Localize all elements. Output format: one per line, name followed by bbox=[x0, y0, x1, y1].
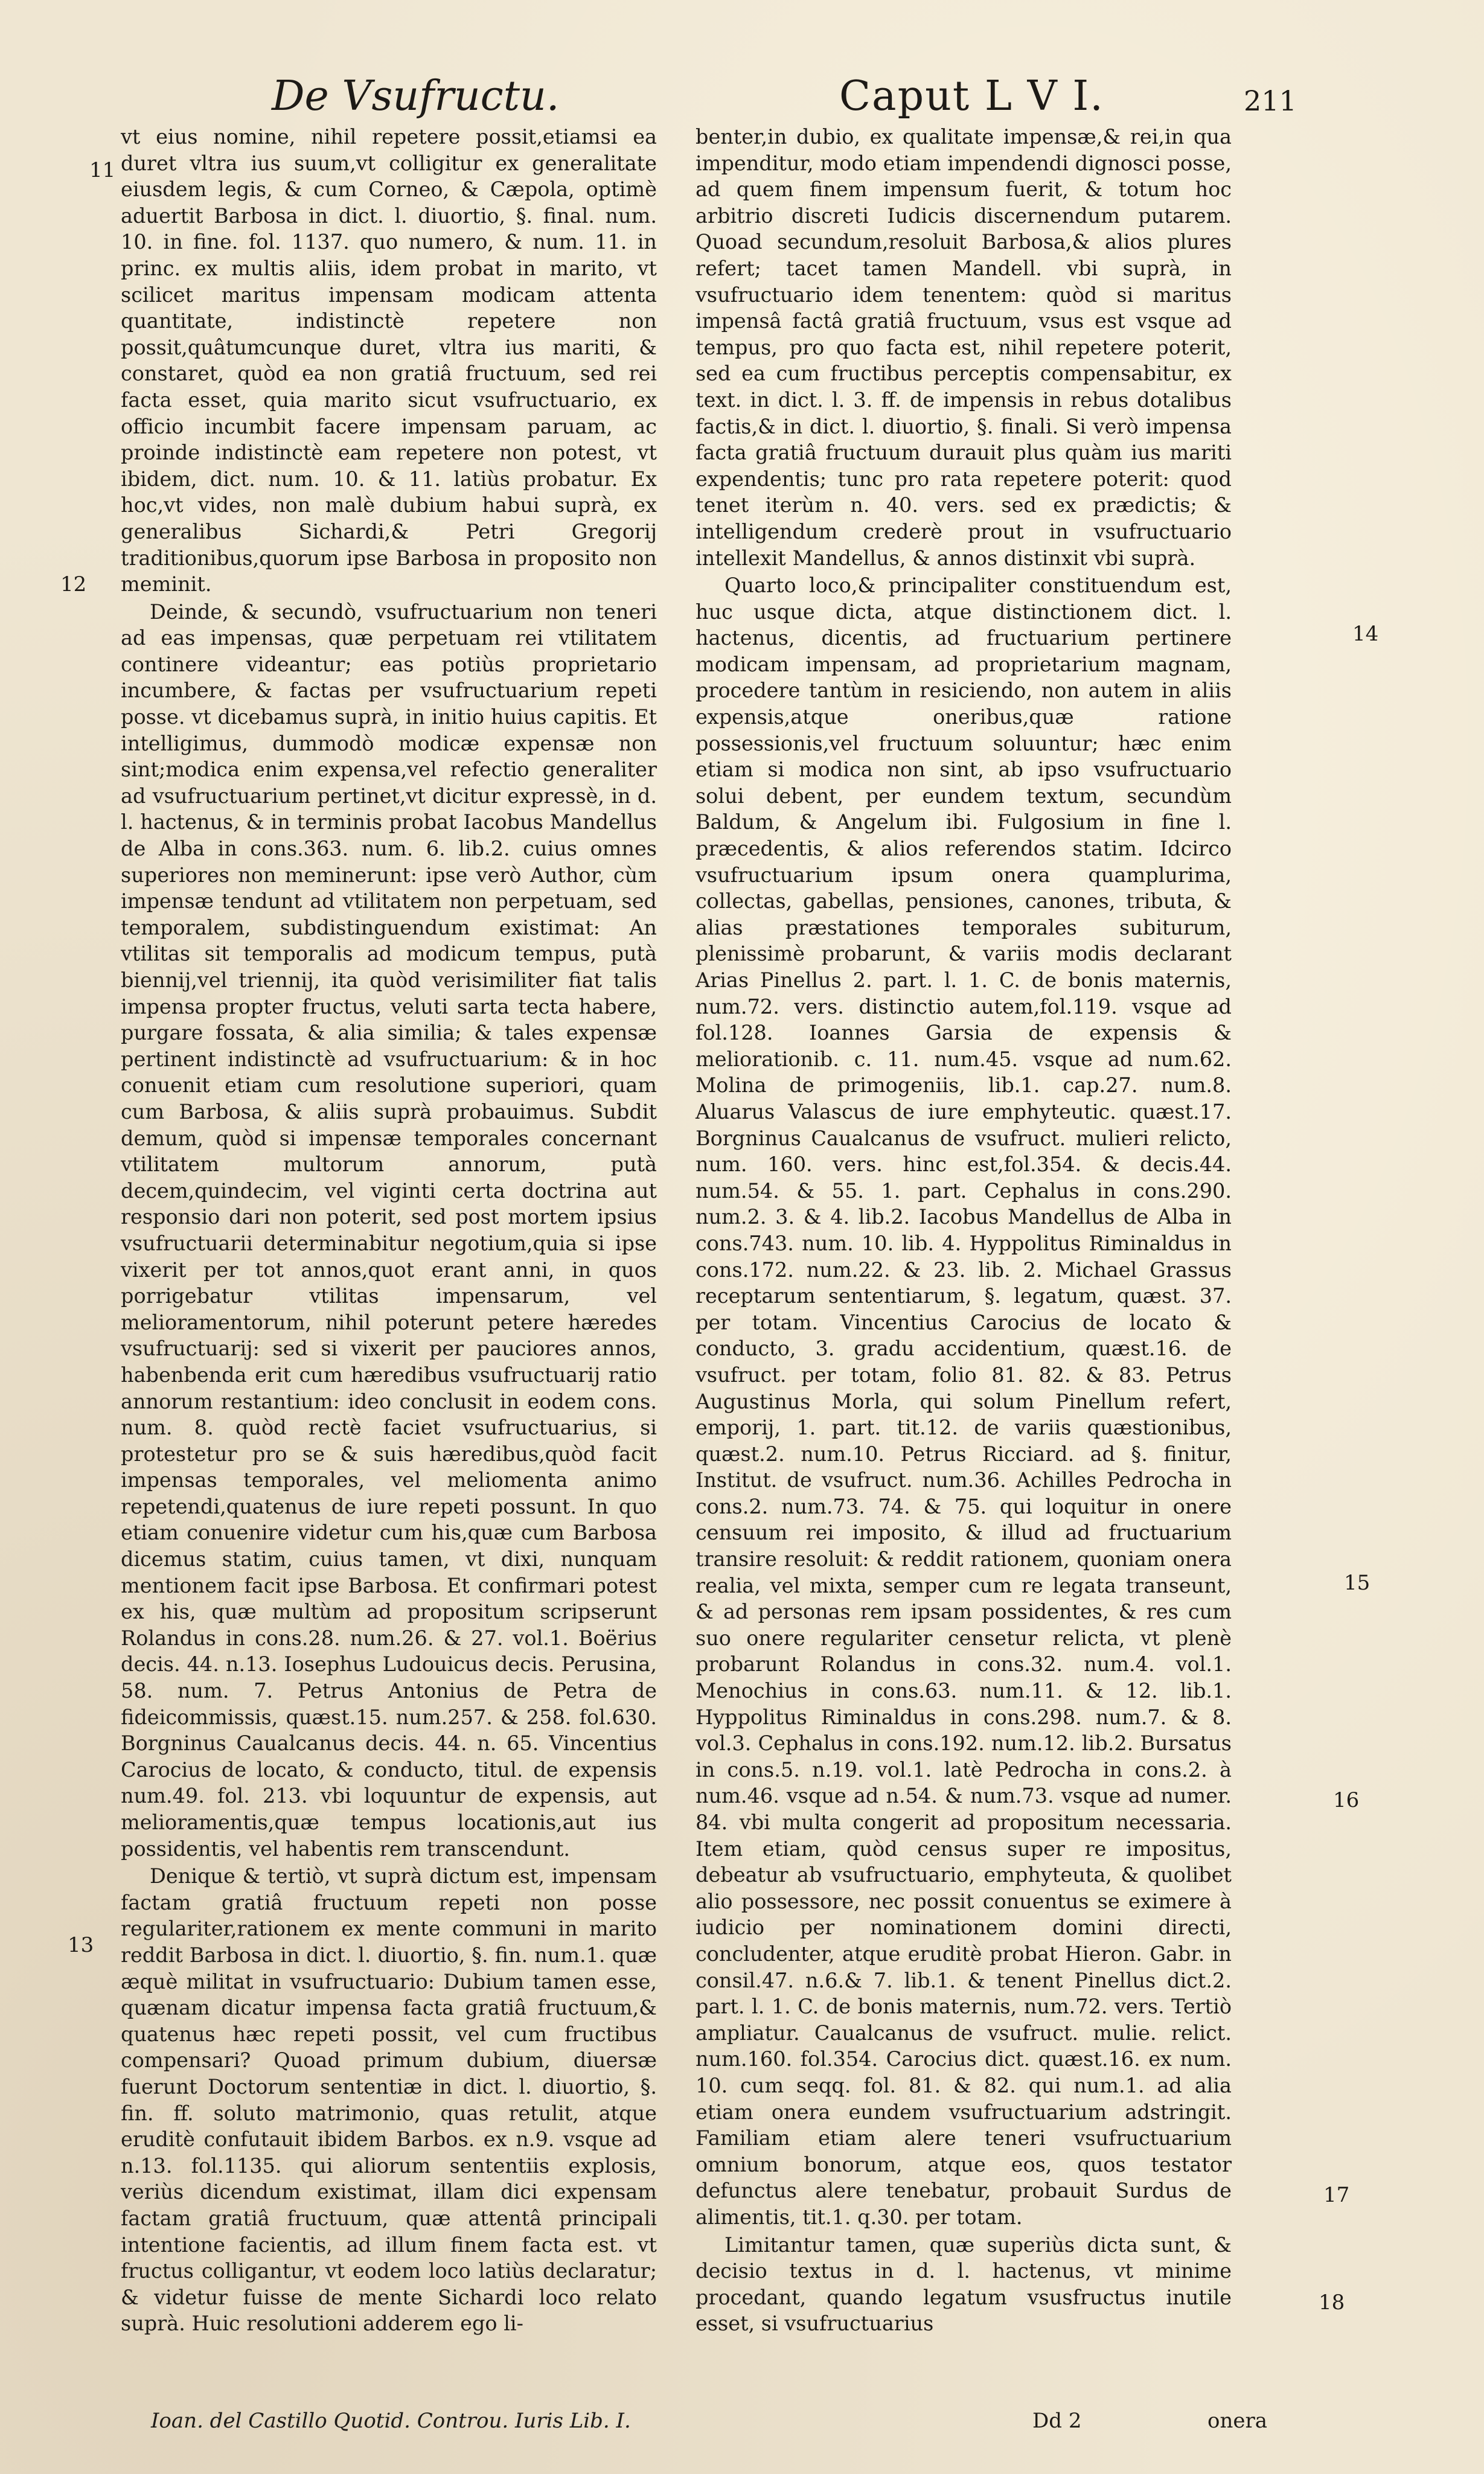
left-column bbox=[121, 124, 657, 2337]
margin-number-11: 11 bbox=[89, 158, 116, 182]
right-column bbox=[696, 124, 1232, 2337]
page-number: 211 bbox=[1244, 85, 1297, 117]
paragraph: Limitantur tamen, quæ superiùs dicta sunt, & decisio textus in d. l. hactenus, vt minime procedant, quando legatum vsusfructus inutile esset, si vsufructuarius bbox=[696, 2233, 1232, 2336]
margin-number-17: 17 bbox=[1323, 2183, 1350, 2207]
margin-number-12: 12 bbox=[60, 572, 87, 596]
margin-number-14: 14 bbox=[1352, 622, 1379, 646]
paragraph: Denique & tertiò, vt suprà dictum est, impensam factam gratiâ fructuum repeti non posse regulariter,rationem ex mente communi in marito reddit Barbosa in dict. l. diuortio, §. fin. num.1. quæ æquè militat in vsufructuario: Dubium tamen esse, quænam dicatur impensa facta gratiâ fructuum,& quatenus hæc repeti possit, vel cum fructibus compensari? Quoad primum dubium, diuersæ fuerunt Doctorum sententiæ in dict. l. diuortio, §. fin. ff. soluto matrimonio, quas retulit, atque eruditè confutauit ibidem Barbos. ex n.9. vsque ad n.13. fol.1135. qui aliorum sententiis explosis, veriùs dicendum existimat, illam dici expensam factam gratiâ fructuum, quæ attentâ principali intentione facientis, ad illum finem facta est. vt fructus colligantur, vt eodem loco latiùs declaratur; & videtur fuisse de mente Sichardi loco relato suprà. Huic resolutioni adderem ego li- bbox=[121, 1864, 657, 2336]
margin-number-16: 16 bbox=[1333, 1788, 1360, 1812]
margin-number-18: 18 bbox=[1319, 2290, 1345, 2315]
chapter-heading: Caput L V I. bbox=[839, 72, 1104, 120]
footer-citation: Ioan. del Castillo Quotid. Controu. Iuris Lib. I. bbox=[151, 2409, 631, 2433]
signature-mark: Dd 2 bbox=[1032, 2409, 1082, 2433]
paragraph: benter,in dubio, ex qualitate impensæ,& rei,in qua impenditur, modo etiam impendendi dignosci posse, ad quem finem impensum fuerit, & totum hoc arbitrio discreti Iudicis discernendum putarem. Quoad secundum,resoluit Barbosa,& alios plures refert; tacet tamen Mandell. vbi suprà, in vsufructuario idem tenentem: quòd si maritus impensâ factâ gratiâ fructuum, vsus est vsque ad tempus, pro quo facta est, nihil repetere poterit, sed ea cum fructibus perceptis compensabitur, ex text. in dict. l. 3. ff. de impensis in rebus dotalibus factis,& in dict. l. diuortio, §. finali. Si verò impensa facta gratiâ fructuum durauit plus quàm ius mariti expendentis; tunc pro rata repetere poterit: quod tenet iterùm n. 40. vers. sed ex prædictis; & intelligendum crederè prout in vsufructuario intellexit Mandellus, & annos distinxit vbi suprà. bbox=[696, 125, 1232, 570]
paragraph: Deinde, & secundò, vsufructuarium non teneri ad eas impensas, quæ perpetuam rei vtilitatem continere videantur; eas potiùs proprietario incumbere, & factas per vsufructuarium repeti posse. vt dicebamus suprà, in initio huius capitis. Et intelligimus, dummodò modicæ expensæ non sint;modica enim expensa,vel refectio generaliter ad vsufructuarium pertinet,vt dicitur expressè, in d. l. hactenus, & in terminis probat Iacobus Mandellus de Alba in cons.363. num. 6. lib.2. cuius omnes superiores non meminerunt: ipse verò Author, cùm impensæ tendunt ad vtilitatem non perpetuam, sed temporalem, subdistinguendum existimat: An vtilitas sit temporalis ad modicum tempus, putà biennij,vel triennij, ita quòd verisimiliter fiat talis impensa propter fructus, veluti sarta tecta habere, purgare fossata, & alia similia; & tales expensæ pertinent indistinctè ad vsufructuarium: & in hoc conuenit etiam cum resolutione superiori, quam cum Barbosa, & aliis suprà probauimus. Subdit demum, quòd si impensæ temporales concernant vtilitatem multorum annorum, putà decem,quindecim, vel viginti certa doctrina aut responsio dari non poterit, sed post mortem ipsius vsufructuarii determinabitur negotium,quia si ipse vixerit per tot annos,quot erant anni, in quos porrigebatur vtilitas impensarum, vel melioramentorum, nihil poterunt petere hæredes vsufructuarij: sed si vixerit per pauciores annos, habenbenda erit cum hæredibus vsufructuarij ratio annorum restantium: ideo conclusit in eodem cons. num. 8. quòd rectè faciet vsufructuarius, si protestetur pro se & suis hæredibus,quòd facit impensas temporales, vel meliomenta animo repetendi,quatenus de iure repeti possunt. In quo etiam conuenire videtur cum his,quæ cum Barbosa dicemus statim, cuius tamen, vt dixi, nunquam mentionem facit ipse Barbosa. Et confirmari potest ex his, quæ multùm ad propositum scripserunt Rolandus in cons.28. num.26. & 27. vol.1. Boërius decis. 44. n.13. Iosephus Ludouicus decis. Perusina, 58. num. 7. Petrus Antonius de Petra de fideicommissis, quæst.15. num.257. & 258. fol.630. Borgninus Caualcanus decis. 44. n. 65. Vincentius Carocius de locato, & conducto, titul. de expensis num.49. fol. 213. vbi loquuntur de expensis, aut melioramentis,quæ tempus locationis,aut ius possidentis, vel habentis rem transcendunt. bbox=[121, 599, 657, 1861]
running-title: De Vsufructu. bbox=[272, 72, 560, 120]
margin-number-15: 15 bbox=[1344, 1571, 1370, 1595]
paragraph: Quarto loco,& principaliter constituendum est, huc usque dicta, atque distinctionem dict. l. hactenus, dicentis, ad fructuarium pertinere modicam impensam, ad proprietarium magnam, procedere tantùm in resiciendo, non autem in aliis expensis,atque oneribus,quæ ratione possessionis,vel fructuum soluuntur; hæc enim etiam si modica non sint, ab ipso vsufructuario solui debent, per eundem textum, secundùm Baldum, & Angelum ibi. Fulgosium in fine l. præcedentis, & alios referendos statim. Idcirco vsufructuarium ipsum onera quamplurima, collectas, gabellas, pensiones, canones, tributa, & alias præstationes temporales subiturum, plenissimè probarunt, & variis modis declarant Arias Pinellus 2. part. l. 1. C. de bonis maternis, num.72. vers. distinctio autem,fol.119. vsque ad fol.128. Ioannes Garsia de expensis & meliorationib. c. 11. num.45. vsque ad num.62. Molina de primogeniis, lib.1. cap.27. num.8. Aluarus Valascus de iure emphyteutic. quæst.17. Borgninus Caualcanus de vsufruct. mulieri relicto, num. 160. vers. hinc est,fol.354. & decis.44. num.54. & 55. 1. part. Cephalus in cons.290. num.2. 3. & 4. lib.2. Iacobus Mandellus de Alba in cons.743. num. 10. lib. 4. Hyppolitus Riminaldus in cons.172. num.22. & 23. lib. 2. Michael Grassus receptarum sententiarum, §. legatum, quæst. 37. per totam. Vincentius Carocius de locato & conducto, 3. gradu accidentium, quæst.16. de vsufruct. per totam, folio 81. 82. & 83. Petrus Augustinus Morla, qui solum Pinellum refert, emporij, 1. part. tit.12. de variis quæstionibus, quæst.2. num.10. Petrus Ricciard. ad §. finitur, Institut. de vsufruct. num.36. Achilles Pedrocha in cons.2. num.73. 74. & 75. qui loquitur in onere censuum rei imposito, & illud ad fructuarium transire resoluit: & reddit rationem, quoniam onera realia, vel mixta, semper cum re legata transeunt, & ad personas rem ipsam possidentes, & res cum suo onere regulariter censetur relicta, vt plenè probarunt Rolandus in cons.32. num.4. vol.1. Menochius in cons.63. num.11. & 12. lib.1. Hyppolitus Riminaldus in cons.298. num.7. & 8. vol.3. Cephalus in cons.192. num.12. lib.2. Bursatus in cons.5. n.19. vol.1. latè Pedrocha in cons.2. à num.46. vsque ad n.54. & num.73. vsque ad numer. 84. vbi multa congerit ad propositum necessaria. Item etiam, quòd census super re impositus, debeatur ab vsufructuario, emphyteuta, & quolibet alio possessore, nec possit conuentus se eximere à iudicio per nominationem domini directi, concludenter, atque eruditè probat Hieron. Gabr. in consil.47. n.6.& 7. lib.1. & tenent Pinellus dict.2. part. l. 1. C. de bonis maternis, num.72. vers. Tertiò ampliatur. Caualcanus de vsufruct. mulie. relict. num.160. fol.354. Carocius dict. quæst.16. ex num. 10. cum seqq. fol. 81. & 82. qui num.1. ad alia etiam onera eundem vsufructuarium adstringit. Familiam etiam alere teneri vsufructuarium omnium bonorum, atque eos, quos testator defunctus alere tenebatur, probauit Surdus de alimentis, tit.1. q.30. per totam. bbox=[696, 574, 1232, 2229]
catchword: onera bbox=[1207, 2409, 1268, 2433]
paragraph: vt eius nomine, nihil repetere possit,etiamsi ea duret vltra ius suum,vt colligitur ex generalitate eiusdem legis, & cum Corneo, & Cæpola, optimè aduertit Barbosa in dict. l. diuortio, §. final. num. 10. in fine. fol. 1137. quo numero, & num. 11. in princ. ex multis aliis, idem probat in marito, vt scilicet maritus impensam modicam attenta quantitate, indistinctè repetere non possit,quâtumcunque duret, vltra ius mariti, & constaret, quòd ea non gratiâ fructuum, sed rei facta esset, quia marito sicut vsufructuario, ex officio incumbit facere impensam paruam, ac proinde indistinctè eam repetere non potest, vt ibidem, dict. num. 10. & 11. latiùs probatur. Ex hoc,vt vides, non malè dubium habui suprà, ex generalibus Sichardi,& Petri Gregorij traditionibus,quorum ipse Barbosa in proposito non meminit. bbox=[121, 125, 657, 596]
page-footer bbox=[0, 2409, 1484, 2445]
margin-number-13: 13 bbox=[68, 1933, 94, 1957]
